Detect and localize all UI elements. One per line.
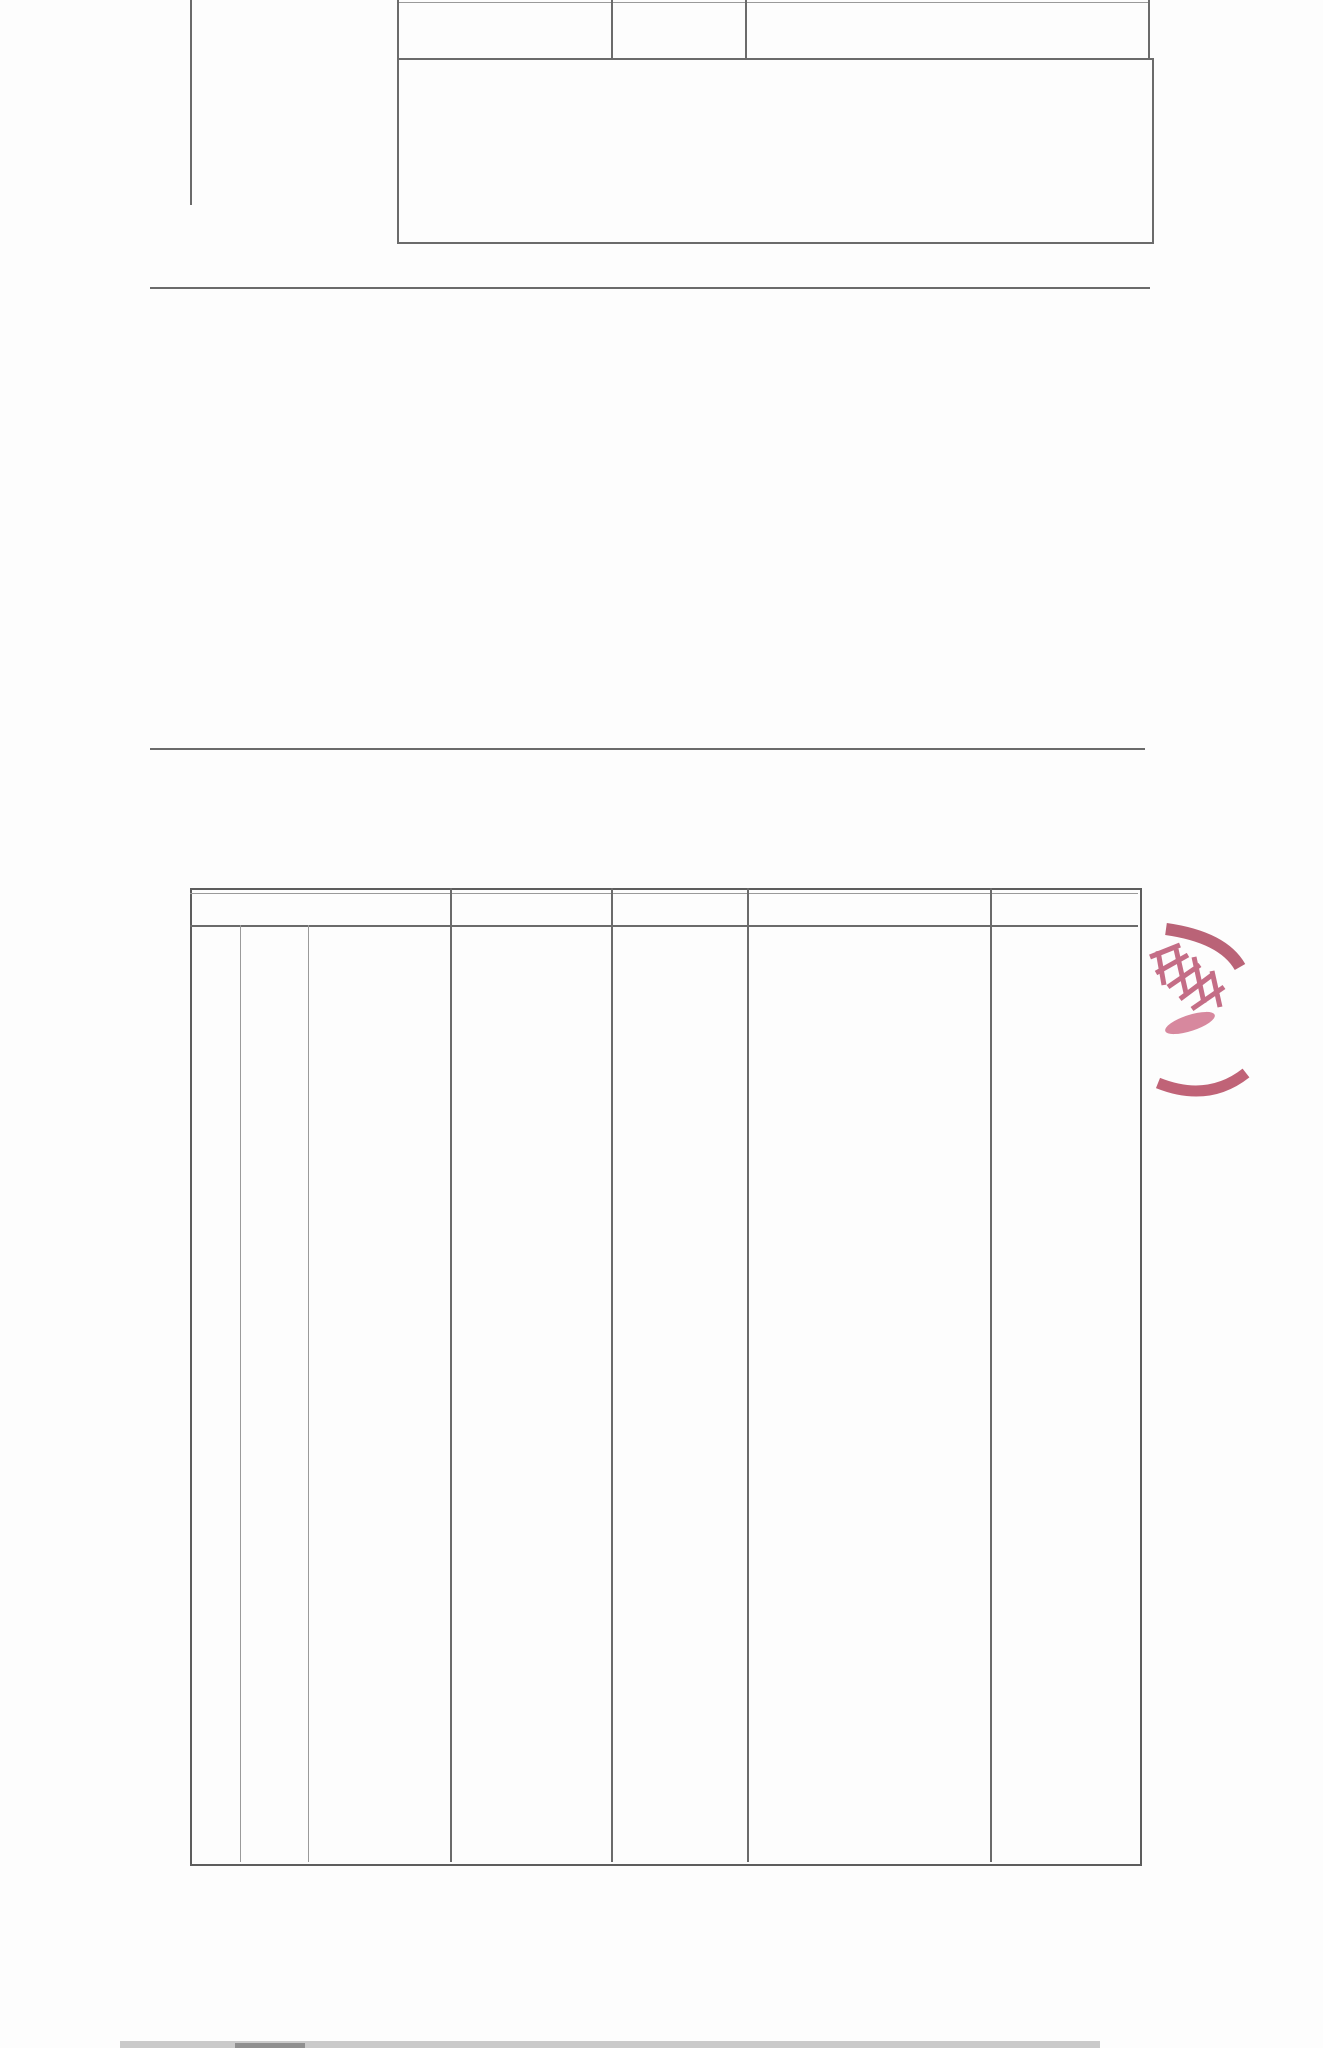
col-divider <box>990 888 992 1862</box>
basis-box <box>397 58 1154 244</box>
header-rule <box>150 748 1145 750</box>
header-bottom <box>190 925 1138 927</box>
col-divider <box>611 888 613 1862</box>
col-header-verdict <box>990 888 1138 925</box>
divider <box>745 0 747 60</box>
divider <box>397 0 399 60</box>
divider <box>397 2 1150 3</box>
col-header-requirement <box>747 888 990 925</box>
divider <box>611 0 613 60</box>
col-divider <box>450 888 452 1862</box>
col-header-result <box>611 888 747 925</box>
divider <box>1148 0 1150 60</box>
section-divider <box>150 287 1150 289</box>
col-divider <box>308 925 309 1862</box>
col-divider <box>240 925 241 1862</box>
page-edge-mark <box>235 2043 305 2048</box>
red-stamp-marks <box>1128 915 1268 1115</box>
col-header-item <box>190 888 450 925</box>
col-header-method <box>450 888 611 925</box>
divider <box>190 0 192 205</box>
col-divider <box>747 888 749 1862</box>
results-table-frame <box>190 888 1142 1866</box>
